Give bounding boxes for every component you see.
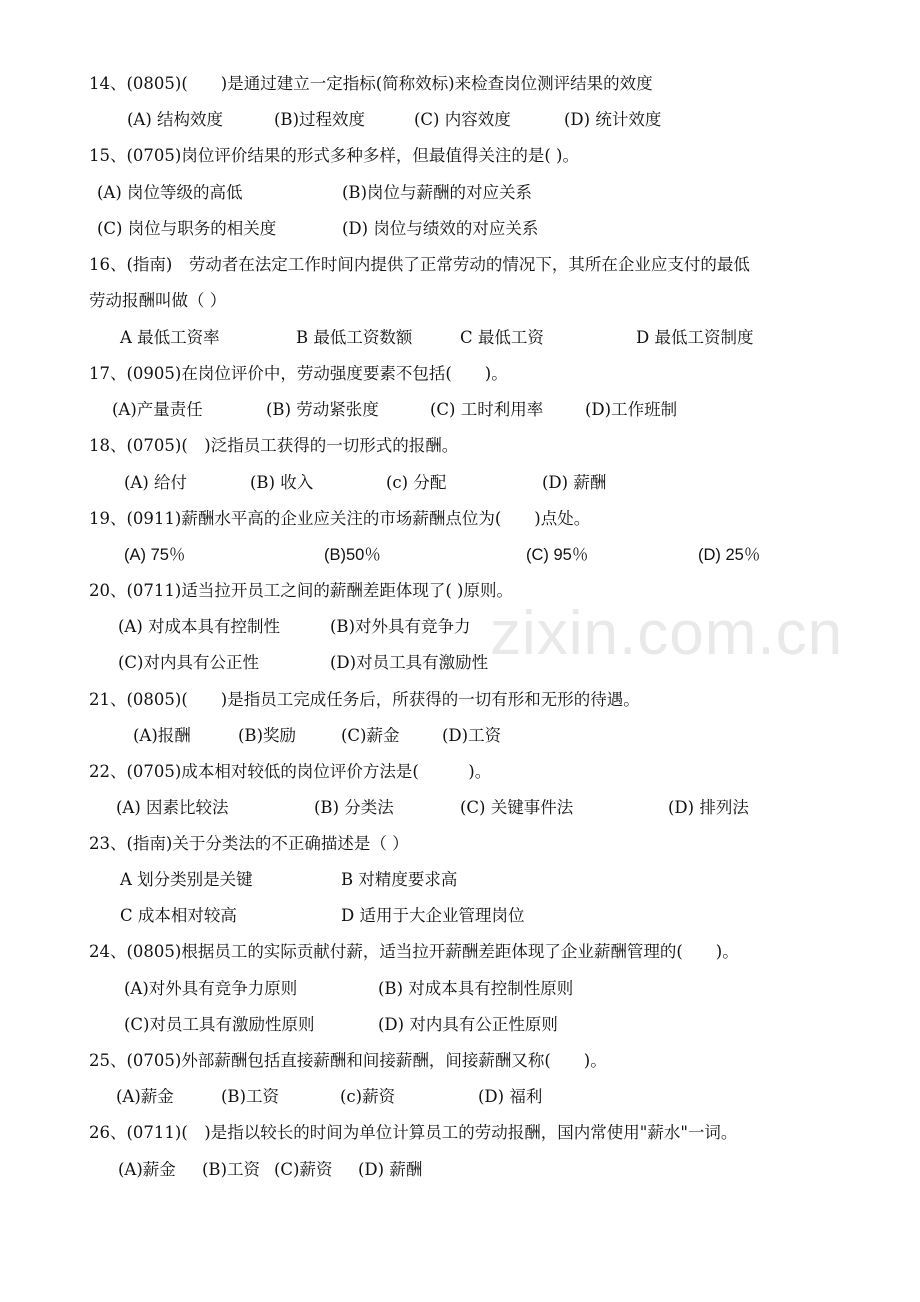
question-17-option-c: (C) 工时利用率	[430, 400, 544, 419]
question-24-option-d: (D) 对内具有公正性原则	[378, 1015, 558, 1034]
question-23-option-c: C 成本相对较高	[120, 906, 237, 925]
question-17-option-a: (A)产量责任	[112, 400, 203, 419]
question-21-option-b: (B)奖励	[238, 726, 296, 745]
question-22-option-c: (C) 关键事件法	[460, 798, 574, 817]
question-18-stem: 18、(0705)( )泛指员工获得的一切形式的报酬。	[89, 436, 459, 455]
question-24-option-c: (C)对员工具有激励性原则	[124, 1015, 315, 1034]
question-22-option-d: (D) 排列法	[668, 798, 749, 817]
question-22-stem: 22、(0705)成本相对较低的岗位评价方法是( )。	[89, 762, 492, 781]
question-24-option-b: (B) 对成本具有控制性原则	[378, 979, 574, 998]
question-14-option-c: (C) 内容效度	[414, 110, 511, 129]
question-22-option-a: (A) 因素比较法	[116, 798, 229, 817]
question-24-stem: 24、(0805)根据员工的实际贡献付薪，适当拉开薪酬差距体现了企业薪酬管理的( )。	[89, 942, 739, 961]
question-25-option-b: (B)工资	[221, 1087, 279, 1106]
question-25-option-a: (A)薪金	[116, 1087, 174, 1106]
question-16-stem-continued: 劳动报酬叫做（ ）	[89, 291, 227, 310]
question-14-option-a: (A) 结构效度	[127, 110, 224, 129]
question-16-option-a: A 最低工资率	[120, 328, 220, 347]
question-15-option-c: (C) 岗位与职务的相关度	[97, 219, 277, 238]
question-23-option-d: D 适用于大企业管理岗位	[341, 906, 525, 925]
question-20-option-d: (D)对员工具有激励性	[330, 653, 489, 672]
question-26-option-a: (A)薪金	[118, 1160, 176, 1179]
question-23-stem: 23、(指南)关于分类法的不正确描述是（ ）	[89, 834, 409, 853]
question-22-option-b: (B) 分类法	[314, 798, 394, 817]
question-25-stem: 25、(0705)外部薪酬包括直接薪酬和间接薪酬，间接薪酬又称( )。	[89, 1051, 607, 1070]
question-25-option-c: (c)薪资	[340, 1087, 396, 1106]
question-18-option-d: (D) 薪酬	[542, 473, 607, 492]
question-26-option-c: (C)薪资	[274, 1160, 333, 1179]
question-19-stem: 19、(0911)薪酬水平高的企业应关注的市场薪酬点位为( )点处。	[89, 509, 591, 528]
question-16-option-d: D 最低工资制度	[636, 328, 754, 347]
question-19-option-c: (C) 95％	[526, 546, 589, 564]
watermark: zixin.com.cn	[490, 599, 844, 668]
question-20-option-b: (B)对外具有竞争力	[330, 617, 471, 636]
question-20-option-a: (A) 对成本具有控制性	[118, 617, 281, 636]
question-25-option-d: (D) 福利	[478, 1087, 543, 1106]
question-14-option-d: (D) 统计效度	[564, 110, 662, 129]
question-15-option-b: (B)岗位与薪酬的对应关系	[342, 183, 532, 202]
question-19-option-a: (A) 75％	[124, 546, 186, 564]
question-18-option-c: (c) 分配	[386, 473, 447, 492]
question-20-option-c: (C)对内具有公正性	[118, 653, 259, 672]
question-17-option-b: (B) 劳动紧张度	[266, 400, 379, 419]
question-14-stem: 14、(0805)( )是通过建立一定指标(简称效标)来检查岗位测评结果的效度	[89, 74, 653, 93]
question-21-option-c: (C)薪金	[341, 726, 400, 745]
question-19-option-b: (B)50％	[324, 546, 381, 564]
question-21-stem: 21、(0805)( )是指员工完成任务后，所获得的一切有形和无形的待遇。	[89, 690, 640, 709]
question-23-option-a: A 划分类别是关键	[120, 870, 253, 889]
question-15-option-d: (D) 岗位与绩效的对应关系	[342, 219, 539, 238]
question-16-option-b: B 最低工资数额	[296, 328, 413, 347]
question-15-option-a: (A) 岗位等级的高低	[97, 183, 243, 202]
question-16-stem: 16、(指南) 劳动者在法定工作时间内提供了正常劳动的情况下，其所在企业应支付的最低	[89, 255, 750, 274]
question-23-option-b: B 对精度要求高	[341, 870, 458, 889]
question-18-option-b: (B) 收入	[250, 473, 314, 492]
question-21-option-a: (A)报酬	[133, 726, 191, 745]
question-18-option-a: (A) 给付	[124, 473, 188, 492]
question-20-stem: 20、(0711)适当拉开员工之间的薪酬差距体现了( )原则。	[89, 581, 513, 600]
question-15-stem: 15、(0705)岗位评价结果的形式多种多样，但最值得关注的是( )。	[89, 146, 579, 165]
question-21-option-d: (D)工资	[442, 726, 502, 745]
question-19-option-d: (D) 25％	[698, 546, 761, 564]
question-26-option-d: (D) 薪酬	[358, 1160, 423, 1179]
question-16-option-c: C 最低工资	[460, 328, 544, 347]
question-26-stem: 26、(0711)( )是指以较长的时间为单位计算员工的劳动报酬，国内常使用"薪水"一词。	[89, 1123, 738, 1142]
question-14-option-b: (B)过程效度	[274, 110, 365, 129]
question-24-option-a: (A)对外具有竞争力原则	[124, 979, 298, 998]
question-26-option-b: (B)工资	[202, 1160, 260, 1179]
question-17-stem: 17、(0905)在岗位评价中，劳动强度要素不包括( )。	[89, 364, 508, 383]
question-17-option-d: (D)工作班制	[585, 400, 678, 419]
